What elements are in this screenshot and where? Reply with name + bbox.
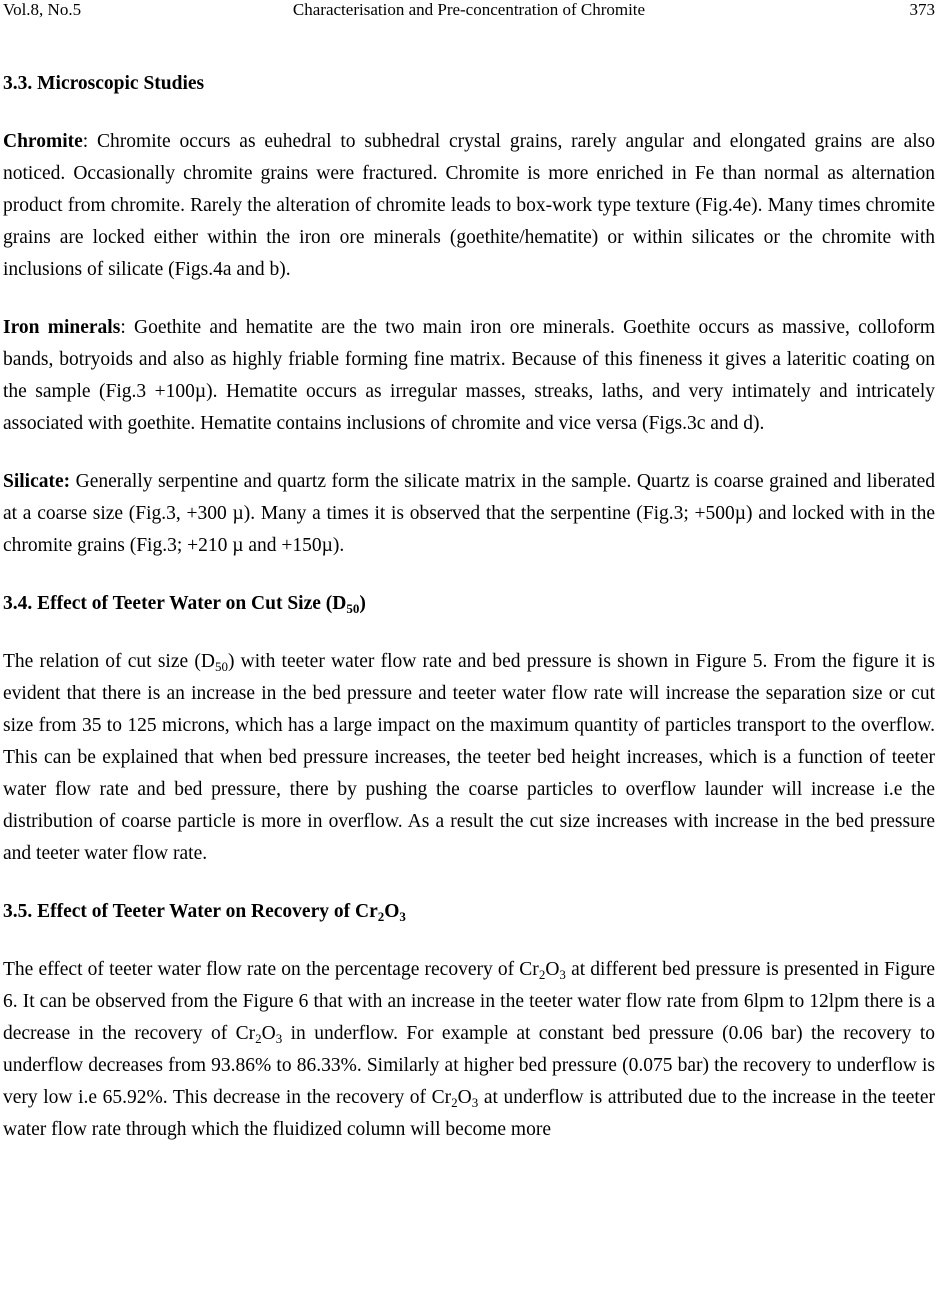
term-iron-minerals: Iron minerals <box>3 317 121 338</box>
article-body <box>3 68 935 1172</box>
text-chromite: : Chromite occurs as euhedral to subhedral crystal grains, rarely angular and elongated grains are also noticed. Occasionally chromite grains were fractured. Chromite is more enriched in Fe than normal as alternation product from chromite. Rarely the alteration of chromite leads to box-work type texture (Fig.4e). Many times chromite grains are locked either within the iron ore minerals (goethite/hematite) or within silicates or the chromite with inclusions of silicate (Figs.4a and b). <box>3 131 935 280</box>
term-silicate: Silicate: <box>3 471 71 492</box>
term-chromite: Chromite <box>3 131 83 152</box>
paragraph-cut-size: The relation of cut size $(D_{50})$ with teeter water flow rate and bed pressure is shown in Figure 5. From the figure it is evident that there is an increase in the bed pressure and teeter water flow rate will increase the separation size or cut size from 35 to 125 microns, which has a large impact on the maximum quantity of particles transport to the overflow. This can be explained that when bed pressure increases, the teeter bed height increases, which is a function of teeter water flow rate and bed pressure, there by pushing the coarse particles to overflow launder will increase i.e the distribution of coarse particle is more in overflow. As a result the cut size increases with increase in the bed pressure and teeter water flow rate. <box>3 651 935 864</box>
paragraph-recovery: The effect of teeter water flow rate on the percentage recovery of $Cr_2O_3$ at different bed pressure is presented in Figure 6. It can be observed from the Figure 6 that with an increase in the teeter water flow rate from 6lpm to 12lpm there is a decrease in the recovery of $Cr_2O_3$ in underflow. For example at constant bed pressure (0.06 bar) the recovery to underflow decreases from 93.86% to 86.33%. Similarly at higher bed pressure (0.075 bar) the recovery to underflow is very low i.e 65.92%. This decrease in the recovery of $Cr_2O_3$ at underflow is attributed due to the increase in the teeter water flow rate through which the fluidized column will become more <box>3 959 936 1140</box>
section-heading-3-3: 3.3. Microscopic Studies <box>3 73 205 94</box>
text-silicate: Generally serpentine and quartz form the silicate matrix in the sample. Quartz is coarse grained and liberated at a coarse size (Fig.3, +300 µ). Many a times it is observed that the serpentine (Fig.3; +500µ) and locked with in the chromite grains (Fig.3; +210 µ and +150µ). <box>3 471 935 556</box>
paragraph-silicate <box>3 466 935 562</box>
journal-volume: Vol.8, No.5 <box>3 0 82 19</box>
text-iron-minerals: : Goethite and hematite are the two main iron ore minerals. Goethite occurs as massive, colloform bands, botryoids and also as highly friable forming fine matrix. Because of this fineness it gives a lateritic coating on the sample (Fig.3 +100µ). Hematite occurs as irregular masses, streaks, laths, and very intimately and intricately associated with goethite. Hematite contains inclusions of chromite and vice versa (Figs.3c and d). <box>3 317 935 434</box>
section-heading-3-4: 3.4. Effect of Teeter Water on Cut Size $(D_{50})$ <box>3 593 366 616</box>
running-header <box>3 0 935 22</box>
paragraph-chromite <box>3 126 935 286</box>
paragraph-iron-minerals <box>3 312 935 440</box>
page-number: 373 <box>909 0 935 19</box>
section-heading-3-5: 3.5. Effect of Teeter Water on Recovery of $Cr_2O_3$ <box>3 901 406 924</box>
running-title: Characterisation and Pre-concentration of Chromite <box>292 0 646 19</box>
